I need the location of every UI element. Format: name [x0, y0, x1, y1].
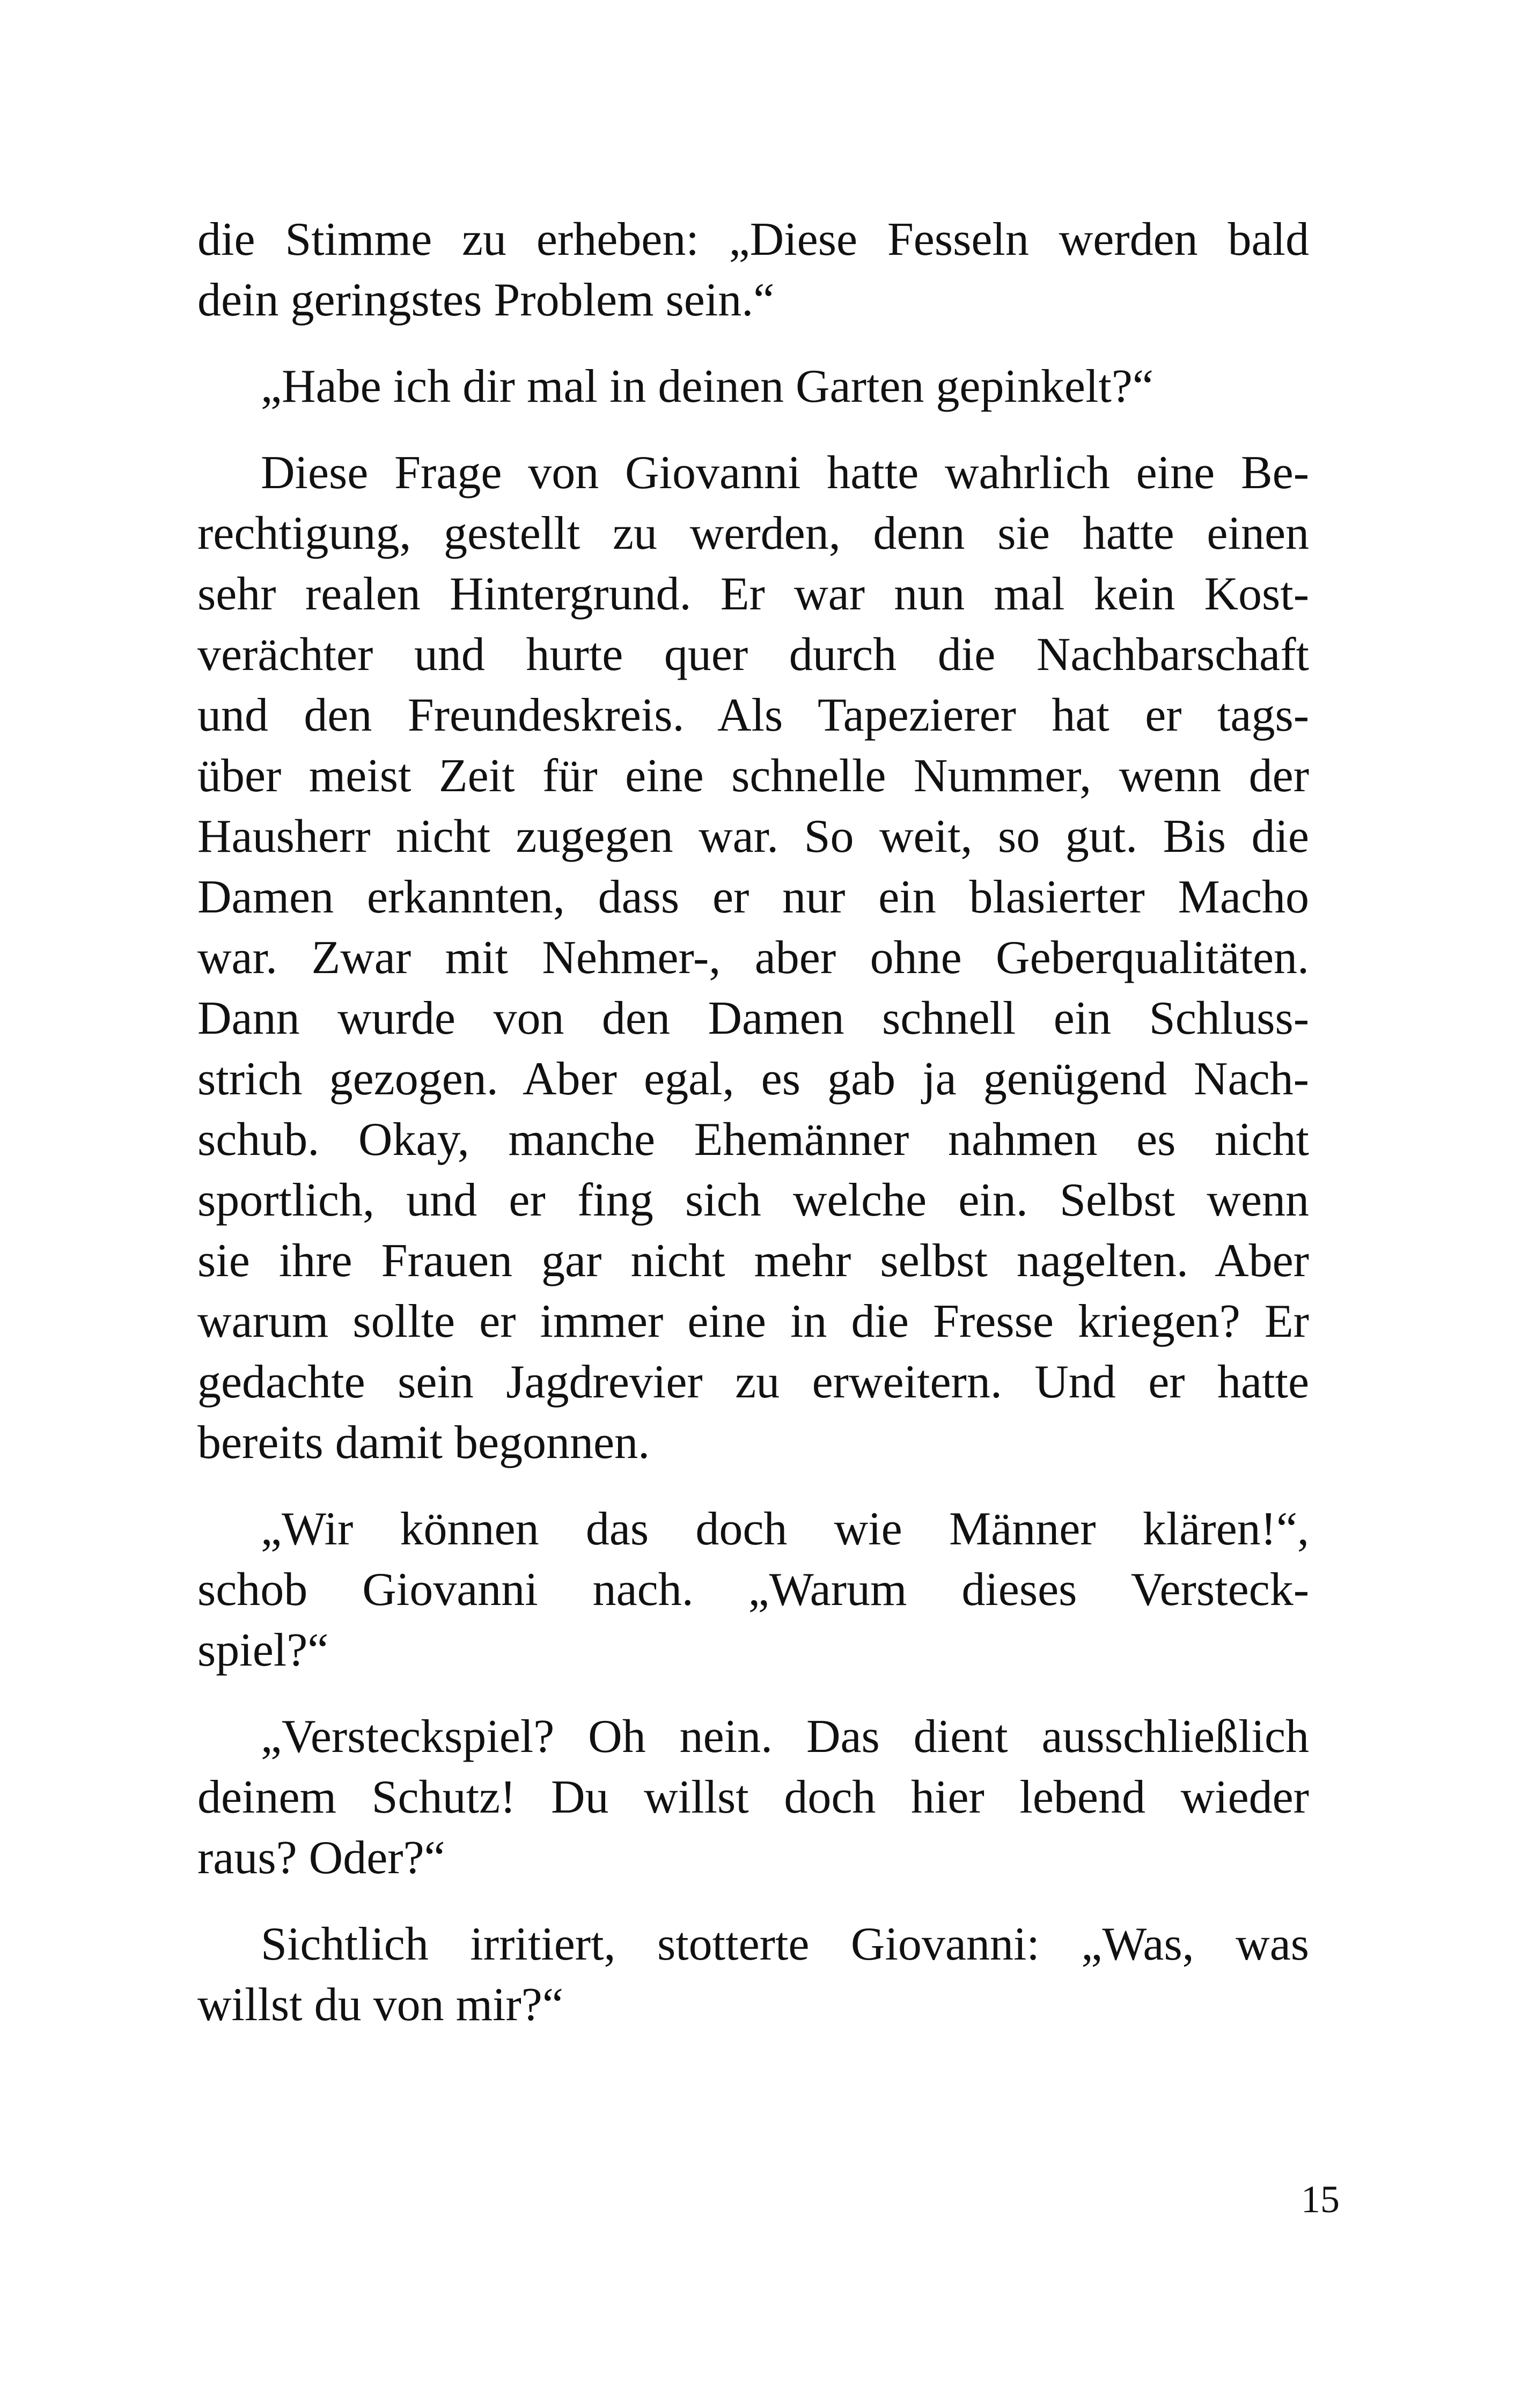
text-line: sportlich, und er fing sich welche ein. Selbst wenn: [197, 1174, 1309, 1226]
page-number: 15: [1301, 2178, 1340, 2221]
text-line: schob Giovanni nach. „Warum dieses Versteck-: [197, 1564, 1309, 1616]
text-line: gedachte sein Jagdrevier zu erweitern. Und er hatte: [197, 1356, 1309, 1408]
text-line: strich gezogen. Aber egal, es gab ja genügend Nach-: [197, 1053, 1309, 1105]
text-line: Damen erkannten, dass er nur ein blasierter Macho: [197, 871, 1309, 923]
text-line: warum sollte er immer eine in die Fresse kriegen? Er: [197, 1295, 1309, 1347]
text-line: rechtigung, gestellt zu werden, denn sie hatte einen: [197, 507, 1309, 559]
text-line: verächter und hurte quer durch die Nachbarschaft: [197, 629, 1309, 681]
text-line: über meist Zeit für eine schnelle Nummer, wenn der: [197, 750, 1309, 802]
text-line: sie ihre Frauen gar nicht mehr selbst nagelten. Aber: [197, 1235, 1309, 1287]
body-text: [197, 209, 1309, 2035]
text-line: bereits damit begonnen.: [197, 1417, 650, 1469]
text-line: sehr realen Hintergrund. Er war nun mal kein Kost-: [197, 568, 1309, 620]
text-line: Dann wurde von den Damen schnell ein Schluss-: [197, 992, 1309, 1044]
text-line: deinem Schutz! Du willst doch hier lebend wieder: [197, 1771, 1309, 1823]
text-line: und den Freundeskreis. Als Tapezierer hat er tags-: [197, 689, 1309, 741]
text-line: war. Zwar mit Nehmer-, aber ohne Geberqualitäten.: [197, 932, 1309, 984]
text-line: „Versteckspiel? Oh nein. Das dient ausschließlich: [261, 1711, 1309, 1763]
text-line: „Habe ich dir mal in deinen Garten gepinkelt?“: [261, 360, 1153, 413]
text-line: Diese Frage von Giovanni hatte wahrlich eine Be-: [261, 447, 1309, 499]
text-line: Sichtlich irritiert, stotterte Giovanni: „Was, was: [261, 1918, 1309, 1970]
text-line: spiel?“: [197, 1624, 329, 1676]
text-line: willst du von mir?“: [197, 1979, 563, 2031]
text-line: dein geringstes Problem sein.“: [197, 274, 775, 326]
text-line: schub. Okay, manche Ehemänner nahmen es nicht: [197, 1114, 1309, 1166]
text-line: „Wir können das doch wie Männer klären!“,: [261, 1503, 1309, 1555]
text-line: Hausherr nicht zugegen war. So weit, so gut. Bis die: [197, 811, 1309, 863]
text-line: die Stimme zu erheben: „Diese Fesseln werden bald: [197, 213, 1309, 266]
text-line: raus? Oder?“: [197, 1832, 445, 1884]
